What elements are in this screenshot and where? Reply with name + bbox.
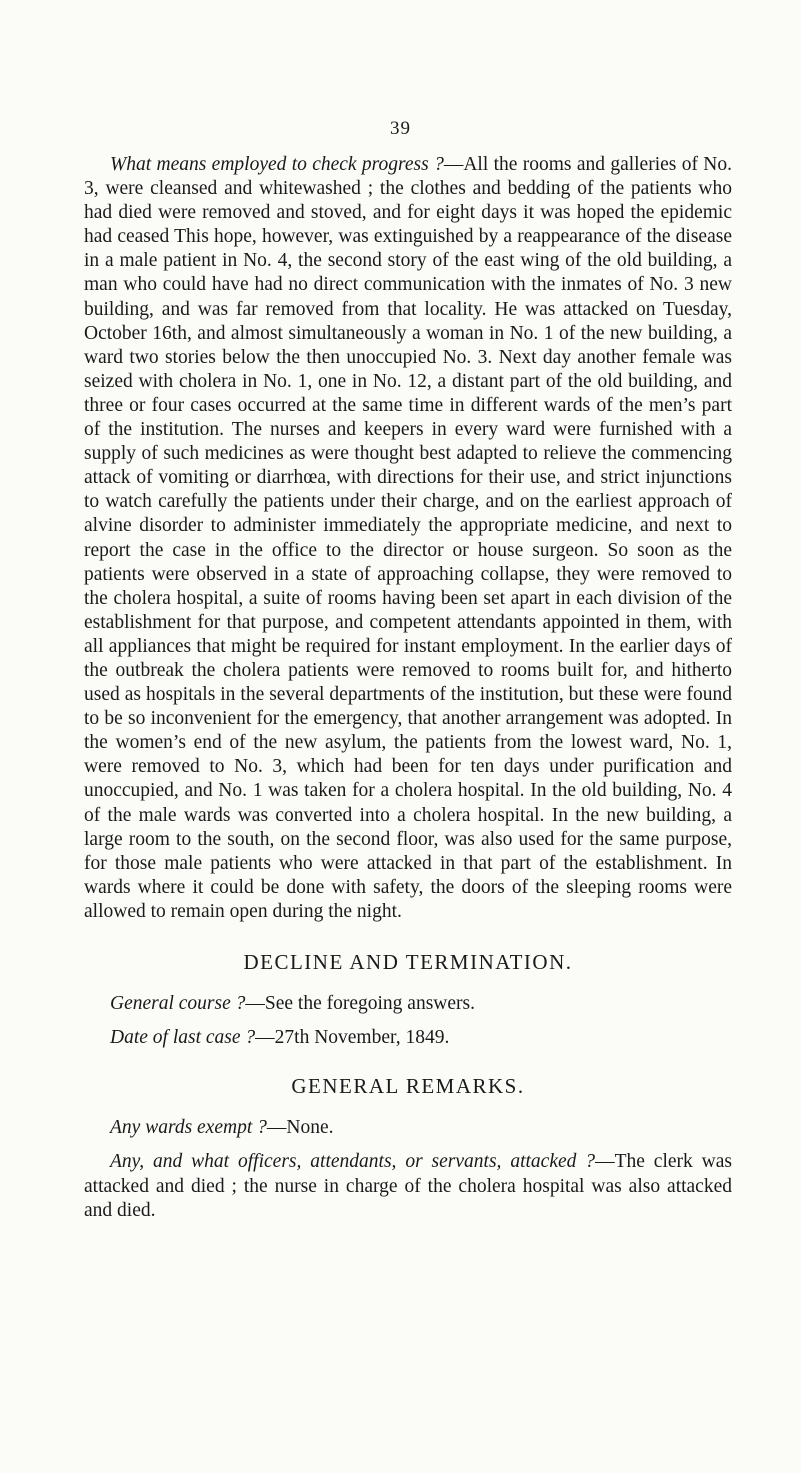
decline-heading: DECLINE AND TERMINATION.	[243, 950, 573, 974]
remarks-heading: GENERAL REMARKS.	[291, 1074, 525, 1099]
officers-attacked-item	[84, 1150, 732, 1222]
last-case-item	[84, 1026, 732, 1050]
officers-attacked-question: Any, and what officers, attendants, or servants, attacked ?	[110, 1151, 596, 1173]
page-body	[84, 153, 732, 1233]
page-number: 39	[390, 118, 411, 139]
general-course-question: General course ?	[110, 993, 246, 1015]
last-case-question: Date of last case ?	[110, 1027, 256, 1049]
means-answer: —All the rooms and galleries of No. 3, were cleansed and whitewashed ; the clothes and bedding of the patients who had died were removed and stoved, and for eight days it was hoped the epidemic had ceased This hope, however, was extinguished by a reappearance of the disease in a male patient in No. 4, the second story of the east wing of the old building, a man who could have had no direct communication with the inmates of No. 3 new building, and was far removed from that locality. He was attacked on Tuesday, October 16th, and almost simultaneously a woman in No. 1 of the new building, a ward two stories below the then unoccupied No. 3. Next day another female was seized with cholera in No. 1, one in No. 12, a distant part of the old building, and three or four cases occurred at the same time in different wards of the men’s part of the institution. The nurses and keepers in every ward were furnished with a supply of such medicines as were thought best adapted to relieve the commencing attack of vomiting or diarrhœa, with directions for their use, and strict injunctions to watch carefully the patients under their charge, and on the earliest approach of alvine disorder to administer immediately the appropriate medicine, and next to report the case in the office to the director or house surgeon. So soon as the patients were observed in a state of approaching collapse, they were removed to the cholera hospital, a suite of rooms having been set apart in each division of the establishment for that purpose, and competent attendants appointed in them, with all appliances that might be required for instant employment. In the earlier days of the outbreak the cholera patients were removed to rooms built for, and hitherto used as hospitals in the several departments of the institution, but these were found to be so inconvenient for the emergency, that another arrangement was adopted. In the women’s end of the new asylum, the patients from the lowest ward, No. 1, were removed to No. 3, which had been for ten days under purification and unoccupied, and No. 1 was taken for a cholera hospital. In the old building, No. 4 of the male wards was converted into a cholera hospital. In the new building, a large room to the south, on the second floor, was also used for the same purpose, for those male patients who were attacked in that part of the establishment. In wards where it could be done with safety, the doors of the sleeping rooms were allowed to remain open during the night.	[84, 154, 732, 922]
officers-attacked-answer: —The clerk was attacked and died ; the nurse in charge of the cholera hospital was also attacked and died.	[84, 1151, 732, 1221]
means-question: What means employed to check progress ?	[110, 154, 444, 175]
wards-exempt-answer: —None.	[266, 1117, 334, 1139]
general-course-item	[84, 992, 732, 1016]
wards-exempt-item	[84, 1116, 732, 1140]
last-case-answer: —27th November, 1849.	[255, 1027, 450, 1049]
means-paragraph	[84, 153, 732, 924]
wards-exempt-question: Any wards exempt ?	[110, 1117, 267, 1139]
general-course-answer: —See the foregoing answers.	[245, 993, 475, 1015]
